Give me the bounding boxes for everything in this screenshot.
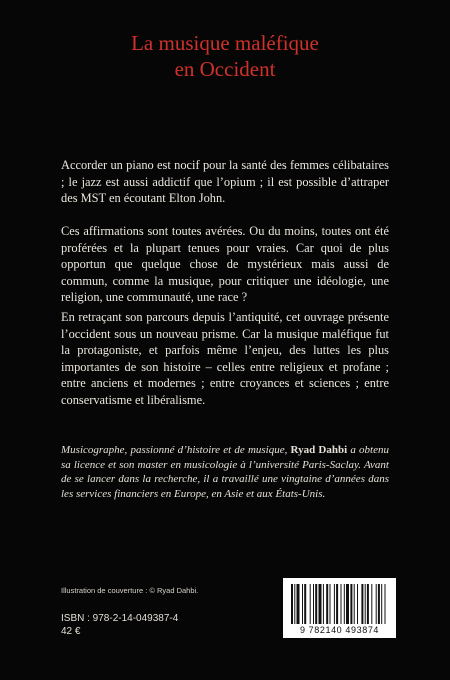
author-bio-intro: Musicographe, passionné d’histoire et de musique,: [61, 444, 291, 456]
barcode-bars-icon: [291, 584, 388, 624]
author-name: Ryad Dahbi: [290, 444, 348, 456]
barcode-digits: 9 782140 493874: [299, 625, 380, 635]
book-title: [0, 30, 450, 82]
blurb-paragraph-3: En retraçant son parcours depuis l’antiquité, cet ouvrage présente l’occident sous un nouveau prisme. Car la musique maléfique fut la protagoniste, et parfois même l’enjeu, des luttes les plus importantes de son histoire – celles entre religieux et profane ; entre anciens et modernes ; entre croyances et sciences ; entre conservatisme et libéralisme.: [61, 310, 389, 407]
author-bio-rest: a obtenu sa licence et son master en musicologie à l’université Paris-Saclay. Avant de se lancer dans la recherche, il a travaillé une vingtaine d’années dans les services financiers en Europe, en Asie et aux États-Unis.: [61, 444, 389, 501]
blurb-paragraph-2: Ces affirmations sont toutes avérées. Ou du moins, toutes ont été proférées et la plupart tenues pour vraies. Car quoi de plus opportun que quelque chose de mystérieux mais aussi de commun, comme la musique, pour critiquer une idéologie, une religion, une communauté, une race ?: [61, 224, 389, 304]
cover-illustration-credit: Illustration de couverture : © Ryad Dahbi.: [61, 586, 199, 595]
blurb-paragraph-1: Accorder un piano est nocif pour la santé des femmes célibataires ; le jazz est aussi addictif que l’opium ; il est possible d’attraper des MST en écoutant Elton John.: [61, 158, 389, 205]
book-title-line-2: en Occident: [174, 57, 276, 81]
barcode: [283, 578, 396, 638]
author-bio: [61, 443, 389, 502]
isbn-number: ISBN : 978-2-14-049387-4: [61, 613, 179, 624]
book-price: 42 €: [61, 626, 81, 637]
book-title-line-1: La musique maléfique: [131, 31, 319, 55]
